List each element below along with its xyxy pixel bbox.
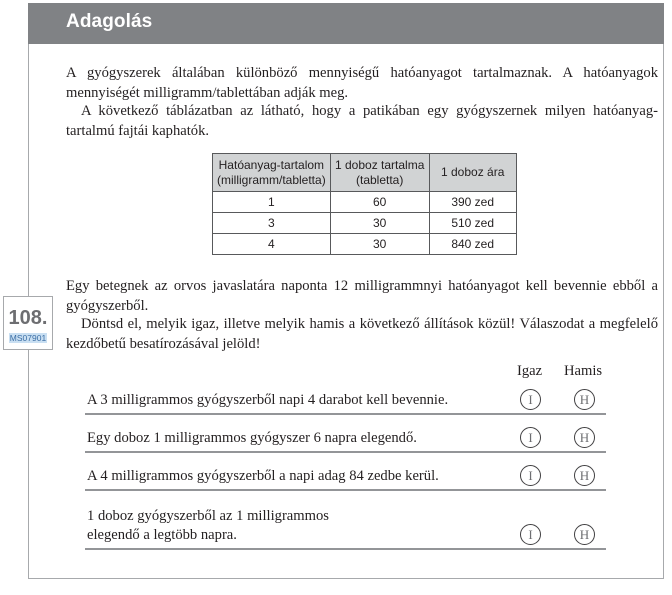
exercise-title: Adagolás [66, 11, 153, 32]
statement-text: 1 doboz gyógyszerből az 1 milligrammos elegendő a legtöbb napra. [87, 508, 329, 543]
table-header-row [213, 154, 517, 192]
column-true-label: Igaz [517, 363, 543, 379]
false-option-circle[interactable]: H [574, 427, 595, 448]
cell-mg: 3 [213, 213, 331, 234]
true-option-circle[interactable]: I [520, 427, 541, 448]
true-option-circle[interactable]: I [520, 389, 541, 410]
statement-text: A 4 milligrammos gyógyszerből a napi adag 84 zedbe kerül. [87, 468, 439, 484]
statement-row [85, 461, 606, 491]
statement-row [85, 385, 606, 415]
intro-paragraph-2-text: A következő táblázatban az látható, hogy a patikában egy gyógyszernek milyen hatóanyag-tartalmú fajtái kaphatók. [66, 103, 658, 139]
header-active-ingredient: Hatóanyag-tartalom (milligramm/tabletta) [213, 154, 331, 192]
table-row [213, 192, 517, 213]
false-option-circle[interactable]: H [574, 389, 595, 410]
header-box-price: 1 doboz ára [429, 154, 516, 192]
intro-paragraph-1: A gyógyszerek általában különböző mennyiségű hatóanyagot tartalmaznak. A hatóanyagok mennyiségét milligramm/tablettában adják meg. [66, 65, 658, 101]
cell-mg: 1 [213, 192, 331, 213]
table-row [213, 234, 517, 255]
task-paragraph-1: Egy betegnek az orvos javaslatára naponta 12 milligrammnyi hatóanyagot kell bevennie ebből a gyógyszerből. [66, 278, 658, 314]
intro-paragraph-2 [66, 102, 658, 141]
exercise-header [28, 3, 664, 44]
task-paragraph-2-text: Döntsd el, melyik igaz, illetve melyik hamis a következő állítások közül! Válaszodat a megfelelő kezdőbetű besatírozásával jelöld! [66, 316, 658, 352]
task-code: MS07901 [9, 333, 47, 343]
cell-tablets: 30 [330, 234, 429, 255]
true-option-circle[interactable]: I [520, 465, 541, 486]
false-option-circle[interactable]: H [574, 524, 595, 545]
table-row [213, 213, 517, 234]
dosage-table [212, 153, 517, 255]
task-number: 108. [8, 307, 48, 329]
cell-price: 840 zed [429, 234, 516, 255]
task-number-badge [3, 296, 53, 350]
cell-mg: 4 [213, 234, 331, 255]
true-option-circle[interactable]: I [520, 524, 541, 545]
statement-row [85, 423, 606, 453]
cell-tablets: 30 [330, 213, 429, 234]
statement-row [85, 505, 606, 550]
statement-text: A 3 milligrammos gyógyszerből napi 4 darabot kell bevennie. [87, 392, 449, 408]
header-box-content: 1 doboz tartalma (tabletta) [330, 154, 429, 192]
cell-tablets: 60 [330, 192, 429, 213]
cell-price: 390 zed [429, 192, 516, 213]
cell-price: 510 zed [429, 213, 516, 234]
statement-text: Egy doboz 1 milligrammos gyógyszer 6 napra elegendő. [87, 430, 417, 446]
false-option-circle[interactable]: H [574, 465, 595, 486]
column-false-label: Hamis [564, 363, 603, 379]
task-paragraph-2 [66, 315, 658, 354]
